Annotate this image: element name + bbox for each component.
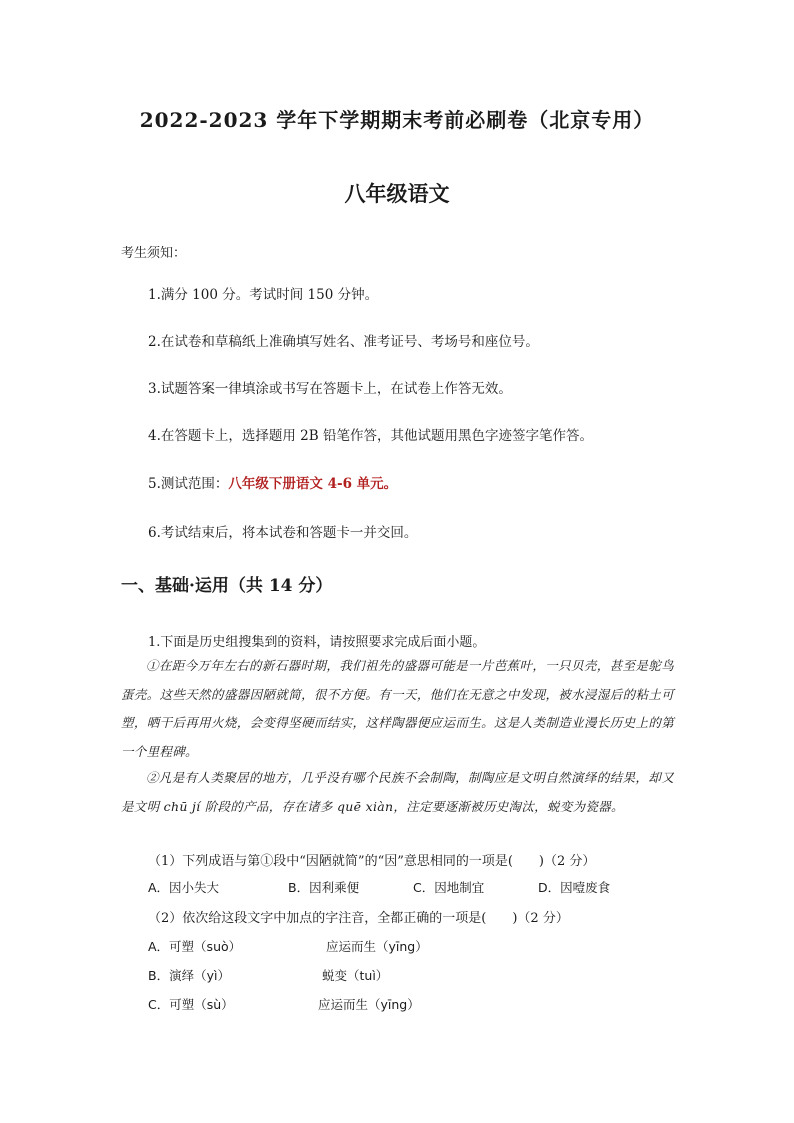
notice-rule-1: 1.满分 100 分。考试时间 150 分钟。: [148, 287, 379, 303]
option-2b-part1: B．演绎（yì）: [148, 968, 230, 983]
option-1a: A．因小失大: [148, 880, 220, 895]
notice-rule-5-prefix: 5.测试范围：: [148, 476, 229, 492]
notice-rule-4: 4.在答题卡上，选择题用 2B 铅笔作答，其他试题用黑色字迹签字笔作答。: [148, 428, 593, 444]
notice-rule-3: 3.试题答案一律填涂或书写在答题卡上，在试卷上作答无效。: [148, 381, 512, 397]
option-2a-part1: A．可塑（suò）: [148, 939, 242, 954]
exam-subject: 八年级语文: [344, 181, 450, 206]
option-2c-part2: 应运而生（yīng）: [318, 997, 420, 1012]
option-1c: C．因地制宜: [413, 880, 485, 895]
notice-rule-2: 2.在试卷和草稿纸上准确填写姓名、准考证号、考场号和座位号。: [148, 334, 539, 350]
sub-question-1-stem: （1）下列成语与第①段中“因陋就简”的“因”意思相同的一项是( )（2 分）: [148, 854, 596, 869]
notice-rule-5: [148, 472, 397, 492]
passage-paragraph-2: ②凡是有人类聚居的地方，几乎没有哪个民族不会制陶，制陶应是文明自然演绎的结果，却又是文明 chū jí 阶段的产品，存在诸多 quē xiàn，注定要逐渐被历史淘汰，蜕变为瓷器。: [121, 770, 674, 814]
notice-rule-6: 6.考试结束后，将本试卷和答题卡一并交回。: [148, 525, 418, 541]
passage-paragraph-1: ①在距今万年左右的新石器时期，我们祖先的盛器可能是一片芭蕉叶，一只贝壳，甚至是鸵鸟蛋壳。这些天然的盛器因陋就简，很不方便。有一天，他们在无意之中发现，被水浸湿后的粘土可塑，晒干后再用火烧，会变得坚硬而结实，这样陶器便应运而生。这是人类制造业漫长历史上的第一个里程碑。: [121, 658, 674, 759]
option-2c-part1: C．可塑（sù）: [148, 997, 234, 1012]
option-1b: B．因利乘便: [288, 880, 360, 895]
question-intro: 1.下面是历史组搜集到的资料，请按照要求完成后面小题。: [148, 635, 486, 650]
test-scope-highlight: 八年级下册语文 4-6 单元。: [228, 476, 398, 492]
option-1d: D．因噎废食: [538, 880, 611, 895]
option-2b-part2: 蜕变（tuì）: [322, 968, 389, 983]
notice-label: 考生须知：: [121, 246, 187, 261]
exam-title: 2022-2023 学年下学期期末考前必刷卷（北京专用）: [139, 108, 655, 132]
option-2a-part2: 应运而生（yīng）: [326, 939, 428, 954]
sub-question-2-stem: （2）依次给这段文字中加点的字注音，全都正确的一项是( )（2 分）: [148, 911, 569, 926]
section-heading: 一、基础·运用（共 14 分）: [121, 576, 333, 596]
